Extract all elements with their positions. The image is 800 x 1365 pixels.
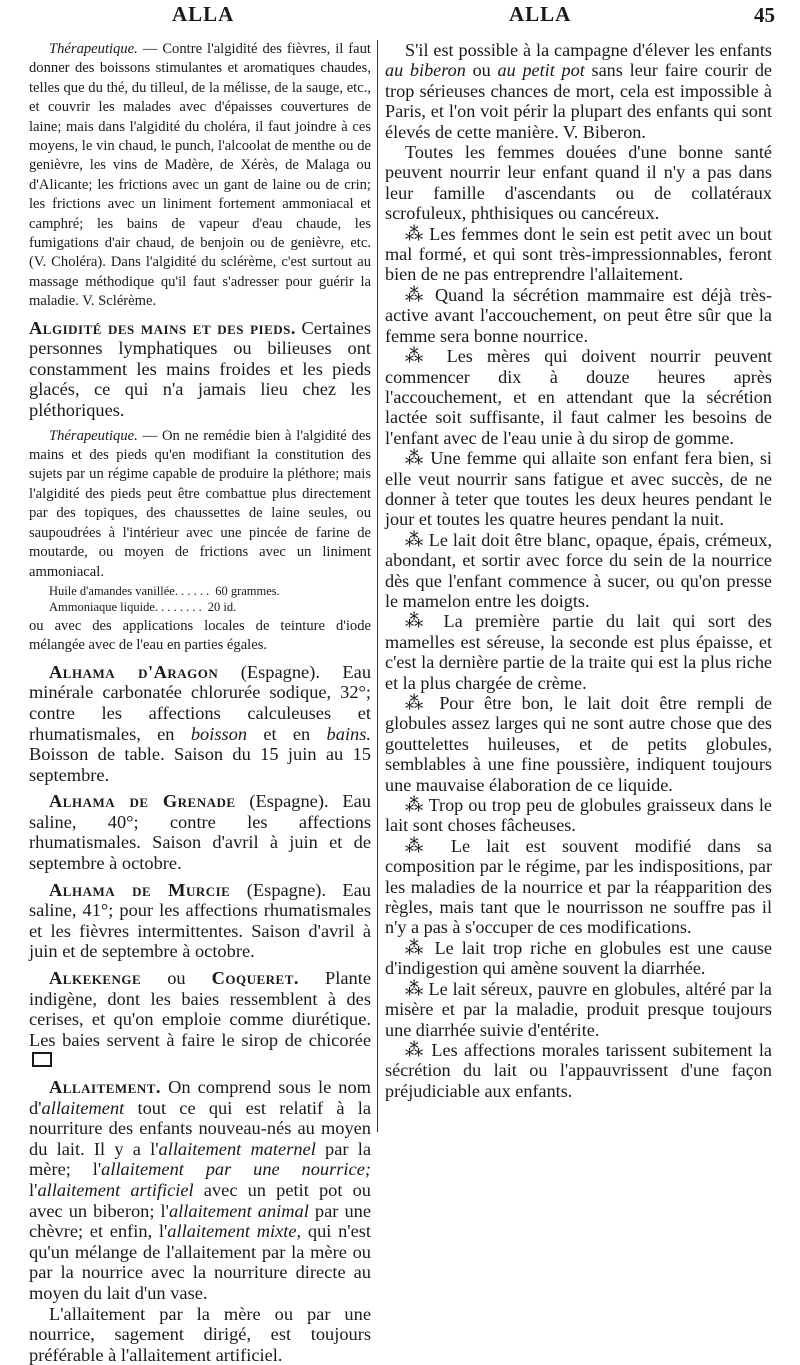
paragraph-allaitement-preferable: L'allaitement par la mère ou par une nourrice, sagement dirigé, est toujours préférable à l'allaitement artificiel.: [29, 1303, 371, 1365]
label-therapeutique: Thérapeutique.: [49, 41, 138, 57]
paragraph-applications-locales: ou avec des applications locales de teinture d'iode mélangée avec de l'eau en parties égales.: [29, 617, 371, 654]
paragraph-lait-sereux: ⁂ Le lait séreux, pauvre en globules, altéré par la misère et par la maladie, produit presque toujours une diarrhée suivie d'entérite.: [385, 978, 772, 1040]
paragraph-affections-morales: ⁂ Les affections morales tarissent subitement la sécrétion du lait ou l'appauvrissent d'une façon préjudiciable aux enfants.: [385, 1039, 772, 1101]
left-column: [29, 40, 371, 1365]
paragraph-globules-graisseux: ⁂ Trop ou trop peu de globules graisseux dans le lait sont choses fâcheuses.: [385, 795, 772, 836]
paragraph-femmes-bonne-sante: Toutes les femmes douées d'une bonne santé peuvent nourrir leur enfant quand il n'y a pas dans leur famille d'ascendants ou de collatéraux scrofuleux, phthisiques ou cancéreux.: [385, 142, 772, 224]
entry-alhama-aragon: Alhama d'Aragon (Espagne). Eau minérale carbonatée chlorurée sodique, 32°; contre les affections calculeuses et rhumatismales, en boisson et en bains. Boisson de table. Saison du 15 juin au 15 septembre.: [29, 661, 372, 785]
paragraph-globules: ⁂ Pour être bon, le lait doit être rempli de globules assez larges qui ne sont autre chose que des gouttelettes huileuses, et de petits globules, semblables à une fine poussière, indiquent toujours une mauvaise élaboration de ce liquide.: [385, 693, 772, 795]
entry-allaitement: Allaitement. On comprend sous le nom d'allaitement tout ce qui est relatif à la nourriture des enfants nouveau-nés au moyen du lait. Il y a l'allaitement maternel par la mère; l'allaitement par une nourrice; l'allaitement artificiel avec un petit pot ou avec un biberon; l'allaitement animal par une chèvre; et enfin, l'allaitement mixte, qui n'est qu'un mélange de l'allaitement par la mère ou par la nourrice avec la nourriture directe au moyen du lait d'un vase.: [29, 1077, 372, 1303]
paragraph-sein-petit: ⁂ Les femmes dont le sein est petit avec un bout mal formé, et qui sont très-impressionnables, feront bien de ne pas entreprendre l'allaitement.: [385, 223, 772, 285]
paragraph-biberon: S'il est possible à la campagne d'élever les enfants au biberon ou au petit pot sans leur faire courir de trop sérieuses chances de mort, cela est impossible à Paris, et l'on voit périr la plupart des enfants qui sont élevés de cette manière. V. Biberon.: [385, 40, 773, 142]
running-head-right: ALLA: [509, 2, 572, 26]
entry-alhama-murcie: Alhama de Murcie (Espagne). Eau saline, 41°; pour les affections rhumatismales et les fièvres intermittentes. Saison d'avril à juin et de septembre à octobre.: [29, 879, 371, 962]
paragraph-lait-blanc: ⁂ Le lait doit être blanc, opaque, épais, crémeux, abondant, et sortir avec force du sein de la nourrice dès que l'enfant commence à sucer, ou qu'on presse le mamelon entre les doigts.: [385, 529, 772, 611]
paragraph-meres-nourrir: ⁂ Les mères qui doivent nourrir peuvent commencer dix à douze heures après l'accouchement, et en attendant que la sécrétion lactée soit suffisante, il faut calmer les besoins de l'enfant avec de l'eau unie à du sirop de gomme.: [385, 346, 772, 448]
column-divider: [377, 40, 378, 1132]
prescription-formula: [29, 583, 371, 615]
headword-coqueret: Coqueret.: [211, 968, 300, 989]
headword-alhama-grenade: Alhama de Grenade: [49, 791, 236, 812]
headword-alkekenge: Alkekenge: [49, 968, 142, 989]
paragraph-premiere-partie-lait: ⁂ La première partie du lait qui sort des mamelles est séreuse, la seconde est plus épaisse, et c'est la dernière partie de la traite qui est la plus riche et la plus chargée de crème.: [385, 611, 772, 693]
paragraph-lait-modifie: ⁂ Le lait est souvent modifié dans sa composition par le régime, par les indispositions, par les maladies de la nourrice et par la réapparition des règles, mais tant que le nourrisson ne souffre pas il n'y a pas à s'occuper de ces modifications.: [385, 835, 772, 938]
headword-algidite-mains-pieds: Algidité des mains et des pieds.: [29, 317, 296, 338]
cross-reference-box-icon: [32, 1052, 52, 1067]
paragraph-therapeutique-mains-pieds: Thérapeutique. — On ne remédie bien à l'algidité des mains et des pieds qu'en modifiant la constitution des sujets par un régime capable de produire la pléthore; mais l'algidité des pieds peut être combattue plus directement par des topiques, des chaussettes de laine seules, ou saupoudrées à l'intérieur avec une pincée de farine de moutarde, ou moyen de frictions avec un liniment ammoniacal.: [29, 427, 371, 580]
formula-line: Huile d'amandes vanillée. . . . . . 60 grammes.: [49, 583, 280, 598]
paragraph-secretion-mammaire: ⁂ Quand la sécrétion mammaire est déjà très-active avant l'accouchement, on peut être sûr que la femme sera bonne nourrice.: [385, 284, 772, 346]
page-number: 45: [754, 3, 775, 27]
formula-line: Ammoniaque liquide. . . . . . . . 20 id.: [49, 599, 237, 614]
right-column: [385, 40, 772, 1101]
headword-allaitement: Allaitement.: [49, 1077, 162, 1097]
entry-alhama-grenade: Alhama de Grenade (Espagne). Eau saline, 40°; contre les affections rhumatismales. Saison d'avril à juin et de septembre à octobre.: [29, 791, 371, 874]
headword-alhama-aragon: Alhama d'Aragon: [49, 661, 219, 682]
running-header: [0, 0, 800, 40]
paragraph-femme-allaite: ⁂ Une femme qui allaite son enfant fera bien, si elle veut nourrir sans fatigue et avec succès, de ne donner à teter que toutes les deux heures pendant le jour et toutes les quatre heures pendant la nuit.: [385, 448, 772, 530]
entry-alkekenge: Alkekenge ou Coqueret. Plante indigène, dont les baies ressemblent à des cerises, et qu'on emploie comme diurétique. Les baies servent à faire le sirop de chicorée: [29, 968, 371, 1071]
paragraph-lait-trop-riche: ⁂ Le lait trop riche en globules est une cause d'indigestion qui amène souvent la diarrhée.: [385, 937, 772, 979]
headword-alhama-murcie: Alhama de Murcie: [49, 879, 231, 900]
label-therapeutique-2: Thérapeutique.: [49, 427, 138, 444]
running-head-left: ALLA: [172, 2, 235, 26]
paragraph-therapeutique-algidite: Thérapeutique. — Contre l'algidité des fièvres, il faut donner des boissons stimulantes et aromatiques chaudes, telles que du thé, du tilleul, de la mélisse, de la sauge, etc., et couvrir les malades avec d'épaisses couvertures de laine; mais dans l'algidité du choléra, il faut joindre à ces moyens, le vin chaud, le punch, l'alcoolat de menthe ou de genièvre, les vins de Madère, de Xérès, de Malaga ou d'Alicante; les frictions avec un gant de laine ou de crin; les frictions avec un liniment fortement ammoniacal et camphré; les bains de vapeur d'eau chaude, les fumigations d'air chaud, de benjoin ou de genièvre, etc. (V. Choléra). Dans l'algidité du sclérème, c'est surtout au massage méthodique qu'il faut s'adresser pour guérir la maladie. V. Sclérème.: [29, 41, 371, 310]
entry-algidite-mains-pieds: Algidité des mains et des pieds. Certaines personnes lymphatiques ou bilieuses ont constamment les mains froides et les pieds glacés, ce qui n'a jamais lieu chez les pléthoriques.: [29, 317, 371, 421]
